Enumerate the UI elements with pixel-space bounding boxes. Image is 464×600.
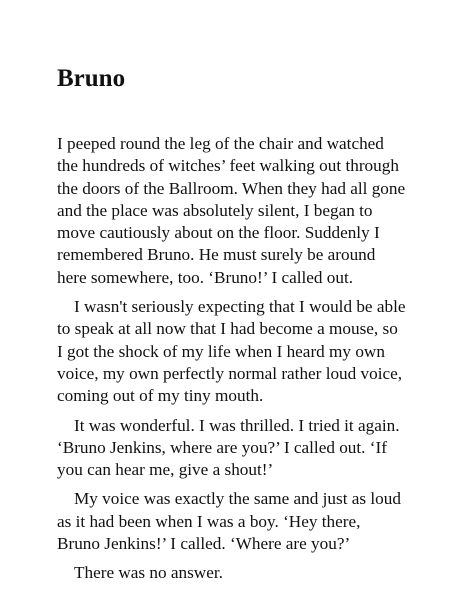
paragraph	[57, 296, 417, 407]
text-line: the doors of the Ballroom. When they had all gone	[57, 178, 406, 198]
text-line: voice, my own perfectly normal rather loud voice,	[57, 363, 403, 383]
text-line: to speak at all now that I had become a mouse, so	[57, 319, 398, 339]
text-line: It was wonderful. I was thrilled. I tried it again.	[74, 415, 400, 435]
paragraph	[57, 415, 417, 482]
text-line: There was no answer.	[74, 563, 223, 583]
body-text	[57, 133, 417, 592]
text-line: I got the shock of my life when I heard my own	[57, 341, 385, 361]
text-line: remembered Bruno. He must surely be around	[57, 245, 376, 265]
text-line: the hundreds of witches’ feet walking out through	[57, 156, 399, 176]
text-line: My voice was exactly the same and just as loud	[74, 489, 401, 509]
text-line: I wasn't seriously expecting that I would be able	[74, 297, 406, 317]
paragraph	[57, 488, 417, 555]
text-line: and the place was absolutely silent, I began to	[57, 200, 373, 220]
text-line: coming out of my tiny mouth.	[57, 386, 264, 406]
text-line: as it had been when I was a boy. ‘Hey there,	[57, 511, 361, 531]
text-line: Bruno Jenkins!’ I called. ‘Where are you?’	[57, 534, 351, 554]
text-line: here somewhere, too. ‘Bruno!’ I called out.	[57, 267, 354, 287]
paragraph	[57, 133, 417, 289]
text-line: you can hear me, give a shout!’	[57, 460, 274, 480]
chapter-title: Bruno	[57, 65, 126, 92]
text-line: I peeped round the leg of the chair and watched	[57, 134, 384, 153]
text-line: move cautiously about on the floor. Suddenly I	[57, 223, 380, 243]
paragraph	[57, 562, 417, 584]
text-line: ‘Bruno Jenkins, where are you?’ I called out. ‘If	[57, 437, 387, 457]
